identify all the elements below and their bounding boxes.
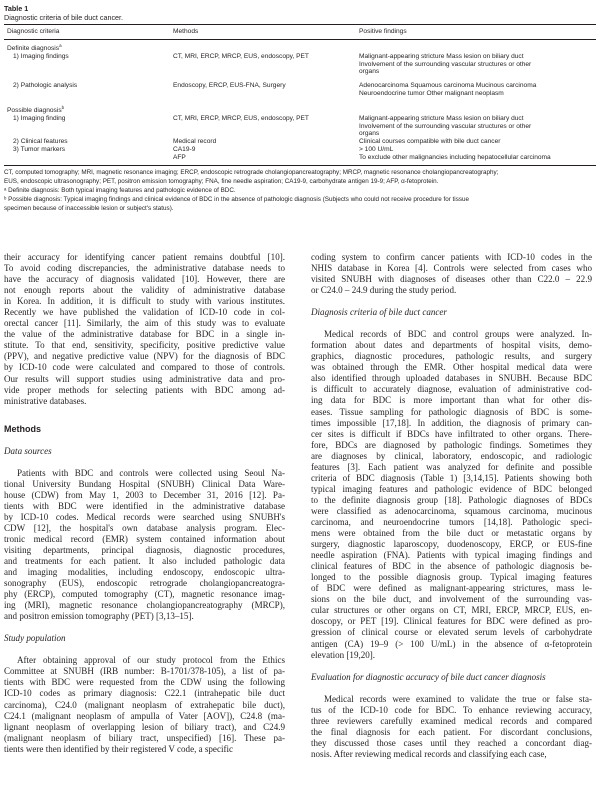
- text-line: Recently we have published the validation of ICD-10 code in col-: [4, 307, 285, 318]
- table-row: [4, 138, 596, 146]
- table-cell-finding: organs: [359, 130, 380, 138]
- text-line: sonography (EUS), endoscopic retrograde cholangiopancreatogra-: [4, 578, 285, 589]
- text-line: is difficult to accurately diagnose, evaluation of administrative cod-: [311, 384, 592, 395]
- text-line: Patients with BDC and controls were collected using Seoul Na-: [17, 467, 285, 478]
- text-line: To avoid coding discrepancies, the administrative database needs to: [4, 263, 285, 274]
- text-line: vide proper methods for selecting patients with BDC among ad-: [4, 384, 285, 395]
- text-line: elevation [19,20].: [311, 649, 376, 660]
- text-line: nosis. After reviewing medical records and classifying each case,: [311, 748, 547, 759]
- table-cell-finding: To exclude other malignancies including hepatocellular carcinoma: [359, 153, 551, 161]
- methods-heading: Methods: [4, 423, 41, 434]
- table-cell-method: [170, 68, 356, 76]
- text-line: visited SNUBH with diagnoses of diseases other than C22.0 – 22.9: [311, 274, 592, 285]
- table-cell-finding: Clinical courses compatible with bile duct cancer: [359, 138, 501, 146]
- text-line: tients were then identified by their registered V code, a specific: [4, 743, 234, 754]
- text-line: house (CDW) from May 1, 2003 to December 31, 2016 [12]. Pa-: [4, 489, 285, 500]
- text-line: or C24.0 – 24.9 during the study period.: [311, 285, 457, 296]
- text-line: they discussed those cases until they reached a concordant diag-: [311, 737, 592, 748]
- table-footnote: ᵃ Definite diagnosis: Both typical imaging features and pathologic evidence of BDC.: [4, 186, 236, 194]
- text-line: C24.1 (malignant neoplasm of ampulla of Vater [AOV]), C24.8 (ma-: [4, 710, 285, 721]
- table-cell-criteria: 2) Pathologic analysis: [13, 82, 78, 90]
- table-cell-criteria: [4, 123, 170, 131]
- table-row: [4, 68, 596, 76]
- table-1: [4, 4, 596, 213]
- text-line: typical imaging features and pathologic evidence of BDC belonged: [311, 483, 592, 494]
- left-column: [4, 252, 285, 755]
- table-row: [4, 42, 596, 53]
- table-cell-method: CT, MRI, ERCP, MRCP, EUS, endoscopy, PET: [173, 52, 309, 60]
- diagnosis-criteria-heading: Diagnosis criteria of bile duct cancer: [311, 307, 447, 318]
- table-cell-finding: Adenocarcinoma Squamous carcinoma Mucinous carcinoma: [359, 82, 537, 90]
- text-line: stitute. To that end, sensitivity, specificity, positive predictive value: [4, 340, 285, 351]
- text-line: (malignant neoplasm of biliary tract, unspecified) [16]. These pa-: [4, 732, 285, 743]
- text-line: Medical records of BDC and control groups were analyzed. In-: [324, 329, 592, 340]
- table-cell-method: [170, 104, 356, 115]
- evaluation-heading: Evaluation for diagnostic accuracy of bile duct cancer diagnosis: [311, 671, 546, 682]
- text-line: and imaging modalities, including endoscopy, endoscopic ultra-: [4, 567, 285, 578]
- table-row: [4, 61, 596, 69]
- footnote-marker: a: [59, 42, 62, 48]
- text-line: longed to the possible diagnosis group. Typical imaging features: [311, 572, 592, 583]
- table-row: [4, 53, 596, 61]
- study-population-paragraph: [4, 655, 285, 754]
- text-line: sions on the bile duct, and involvement of the surrounding vas-: [311, 594, 592, 605]
- table-cell-criteria: Possible diagnosis$^b$: [7, 104, 65, 114]
- text-line: fore, BDCs are diagnosed by pathologic findings. Sometimes they: [311, 439, 592, 450]
- text-line: Our results will support studies using administrative data and pro-: [4, 373, 285, 384]
- table-cell-finding: Malignant-appearing stricture Mass lesion on biliary duct: [359, 114, 524, 122]
- text-line: by ICD-10 codes. Medical records were searched using SNUBH's: [4, 511, 285, 522]
- text-line: phy (ERCP), computed tomography (CT), magnetic resonance imag-: [4, 589, 285, 600]
- text-line: features [3]. Each patient was analyzed for definite and possible: [311, 461, 592, 472]
- table-cell-criteria: 3) Tumor markers: [13, 145, 66, 153]
- table-row: [4, 82, 596, 90]
- text-line: and treatments for each patient. It also included pathologic data: [4, 556, 285, 567]
- table-footnote: ᵇ Possible diagnosis: Typical imaging findings and clinical evidence of BDC in the absence of pathologic diagnosis (Subjects who could not receive procedure for tissue: [4, 195, 469, 203]
- table-body: [4, 40, 596, 165]
- table-footnotes: [4, 166, 596, 213]
- text-line: surgery, diagnostic laparoscopy, duodenoscopy, ERCP, or EUS-fine: [311, 539, 592, 550]
- text-line: eases. Tissue sampling for pathologic diagnosis of BDC is some-: [311, 406, 592, 417]
- table-cell-criteria: 1) Imaging finding: [13, 114, 66, 122]
- text-line: mens were obtained from the bile duct or metastatic organs by: [311, 528, 592, 539]
- text-line: tronic medical record (EMR) system contained information about: [4, 533, 285, 544]
- text-line: also identified through uploaded databases in SNUBH. Because BDC: [311, 373, 592, 384]
- text-line: carcinoma, and neuroendocrine tumors [14,18]. Pathologic speci-: [311, 516, 592, 527]
- text-line: orectal cancer [11]. Similarly, the aim of this study was to evaluate: [4, 318, 285, 329]
- text-line: tients with BDC were requested from the CDW using the following: [4, 677, 285, 688]
- text-line: ing data for BDC is more important than what for other dis-: [311, 395, 592, 406]
- text-line: was obtained through the EMR. Other hospital medical data were: [311, 362, 592, 373]
- text-line: criteria of BDC diagnosis (Table 1) [3,14,15]. Patients showing both: [311, 472, 592, 483]
- text-line: gression of clinical course or elevated serum levels of carbohydrate: [311, 627, 592, 638]
- text-line: clinical features of BDC in the absence of pathologic diagnosis be-: [311, 561, 592, 572]
- text-line: coding system to confirm cancer patients with ICD-10 codes in the: [311, 252, 592, 262]
- text-line: formation about dates and departments of hospital visits, demo-: [311, 340, 592, 351]
- text-line: carcinoma), C24.0 (malignant neoplasm of extrahepatic bile duct),: [4, 699, 285, 710]
- text-line: (PPV), and negative predictive value (NPV) for the diagnosis of BDC: [4, 351, 285, 362]
- study-population-heading: Study population: [4, 633, 66, 644]
- text-line: tients with BDC were identified in the administrative database: [4, 500, 285, 511]
- text-line: ing (MRI), magnetic resonance cholangiopancreatography (MRCP),: [4, 600, 285, 611]
- table-cell-criteria: [4, 61, 170, 69]
- table-header-cell: Positive findings: [359, 28, 407, 35]
- data-sources-heading: Data sources: [4, 445, 52, 456]
- table-label: Table 1: [4, 4, 29, 13]
- continuation-paragraph: [311, 252, 592, 296]
- text-line: the final diagnosis for each patient. For discordant conclusions,: [311, 726, 592, 737]
- table-cell-finding: [356, 42, 596, 53]
- intro-paragraph: [4, 252, 285, 407]
- text-line: by ICD-10 code were calculated and compared to those of controls.: [4, 362, 285, 373]
- table-cell-finding: Neuroendocrine tumor Other malignant neoplasm: [359, 89, 504, 97]
- table-row: [4, 154, 596, 162]
- text-line: cer sites is difficult if BDCs have infiltrated to other organs. There-: [311, 428, 592, 439]
- table-row: [4, 104, 596, 115]
- footnote-marker: b: [61, 104, 65, 110]
- table-cell-method: Medical record: [173, 138, 217, 146]
- table-cell-finding: Involvement of the surrounding vascular structures or other: [359, 122, 532, 130]
- table-cell-method: AFP: [173, 153, 186, 161]
- table-header-cell: Methods: [173, 28, 199, 35]
- text-line: have the accuracy of diagnosis validated [10]. However, there are: [4, 274, 285, 285]
- text-line: were classified as adenocarcinoma, squamous carcinoma, mucinous: [311, 505, 592, 516]
- text-line: to the definite diagnosis group [18]. Pathologic diagnoses of BDCs: [311, 494, 592, 505]
- evaluation-paragraph: [311, 694, 592, 760]
- text-line: antigen (CA) 19–9 (> 100 U/mL) in the absence of α-fetoprotein: [311, 638, 592, 649]
- table-cell-method: [170, 90, 356, 98]
- text-line: CDW [12], the hospital's own database analysis program. Elec-: [4, 522, 285, 533]
- table-footnote: CT, computed tomography; MRI, magnetic resonance imaging; ERCP, endoscopic retrograde cholangiopancreatography; MRCP, magnetic resonance cholangiopancreatography;: [4, 168, 499, 176]
- table-footnote: EUS, endoscopic ultrasonography; PET, positron emission tomography; FNA, fine needle aspiration; CA19-9, carbohydrate antigen 19-9; AFP, α-fetoprotein.: [4, 177, 439, 185]
- table-header-row: [4, 25, 596, 39]
- table-grid: [4, 24, 596, 213]
- table-cell-criteria: [4, 130, 170, 138]
- table-cell-method: CT, MRI, ERCP, MRCP, EUS, endoscopy, PET: [173, 114, 309, 122]
- text-line: Medical records were examined to validate the true or false sta-: [324, 693, 592, 704]
- diagnosis-criteria-paragraph: [311, 329, 592, 660]
- text-line: ministrative databases.: [4, 395, 87, 406]
- table-row: [4, 115, 596, 123]
- data-sources-paragraph: [4, 468, 285, 623]
- text-line: in Korea. In addition, it is difficult to study with various institutes.: [4, 296, 285, 307]
- text-line: After obtaining approval of our study protocol from the Ethics: [17, 655, 285, 666]
- table-row: [4, 90, 596, 98]
- table-caption: Diagnostic criteria of bile duct cancer.: [4, 13, 124, 22]
- table-cell-finding: Malignant-appearing stricture Mass lesion on biliary duct: [359, 52, 524, 60]
- text-line: of BDC were defined as malignant-appearing strictures, mass le-: [311, 583, 592, 594]
- table-cell-criteria: [4, 90, 170, 98]
- table-cell-method: [170, 61, 356, 69]
- text-line: doscopy, or PET [19]. Clinical features for BDC were defined as pro-: [311, 616, 592, 627]
- table-cell-criteria: [4, 68, 170, 76]
- table-cell-method: Endoscopy, ERCP, EUS-FNA, Surgery: [173, 82, 286, 90]
- table-row: [4, 123, 596, 131]
- table-cell-method: [170, 130, 356, 138]
- text-line: and positron emission tomography (PET) [3,13–15].: [4, 611, 194, 622]
- table-cell-finding: > 100 U/mL: [359, 145, 394, 153]
- text-line: needle aspiration (FNA). Patients with typical imaging findings and: [311, 550, 592, 561]
- table-cell-criteria: Definite diagnosis$^a$: [7, 42, 62, 52]
- table-cell-criteria: [4, 154, 170, 162]
- table-header-cell: Diagnostic criteria: [7, 28, 60, 35]
- table-cell-method: CA19-9: [173, 145, 196, 153]
- text-line: Committee at SNUBH (IRB number: B-1701/378-105), a list of pa-: [4, 666, 285, 677]
- text-line: tus of the ICD-10 code for BDC. To enhance reviewing accuracy,: [311, 704, 592, 715]
- table-footnote: specimen because of inaccessible lesion or subject's status).: [4, 204, 174, 212]
- text-line: lignant neoplasm of overlapping lesion of biliary tract), and C24.9: [4, 721, 285, 732]
- table-cell-finding: organs: [359, 68, 380, 76]
- table-cell-criteria: 1) Imaging findings: [13, 52, 69, 60]
- table-cell-finding: [356, 104, 596, 115]
- text-line: their accuracy for identifying cancer patient remains doubtful [10].: [4, 252, 285, 262]
- text-line: are diagnoses by clinical, laboratory, endoscopic, and radiologic: [311, 450, 592, 461]
- text-line: tional University Bundang Hospital (SNUBH) Clinical Data Ware-: [4, 478, 285, 489]
- text-line: NHIS database in Korea [4]. Controls were selected from cases who: [311, 263, 592, 274]
- text-line: not enough reports about the validity of administrative database: [4, 285, 285, 296]
- table-cell-method: [170, 42, 356, 53]
- text-line: three reviewers carefully examined medical records and compared: [311, 715, 592, 726]
- table-cell-method: [170, 123, 356, 131]
- table-cell-finding: Involvement of the surrounding vascular structures or other: [359, 60, 532, 68]
- text-line: times impossible [17,18]. In addition, the diagnosis of primary can-: [311, 417, 592, 428]
- text-line: visiting departments, principal diagnosis, diagnostic procedures,: [4, 544, 285, 555]
- right-column: [311, 252, 592, 760]
- table-row: [4, 146, 596, 154]
- text-line: graphics, diagnostic procedures, pathologic results, and surgery: [311, 351, 592, 362]
- text-line: ICD-10 codes as primary diagnosis: C22.1 (intrahepatic bile duct: [4, 688, 285, 699]
- table-row: [4, 130, 596, 138]
- table-cell-criteria: 2) Clinical features: [13, 138, 68, 146]
- text-line: the value of the administrative database for BDC in a single in-: [4, 329, 285, 340]
- text-line: cular structures or other organs on CT, MRI, ERCP, MRCP, EUS, en-: [311, 605, 592, 616]
